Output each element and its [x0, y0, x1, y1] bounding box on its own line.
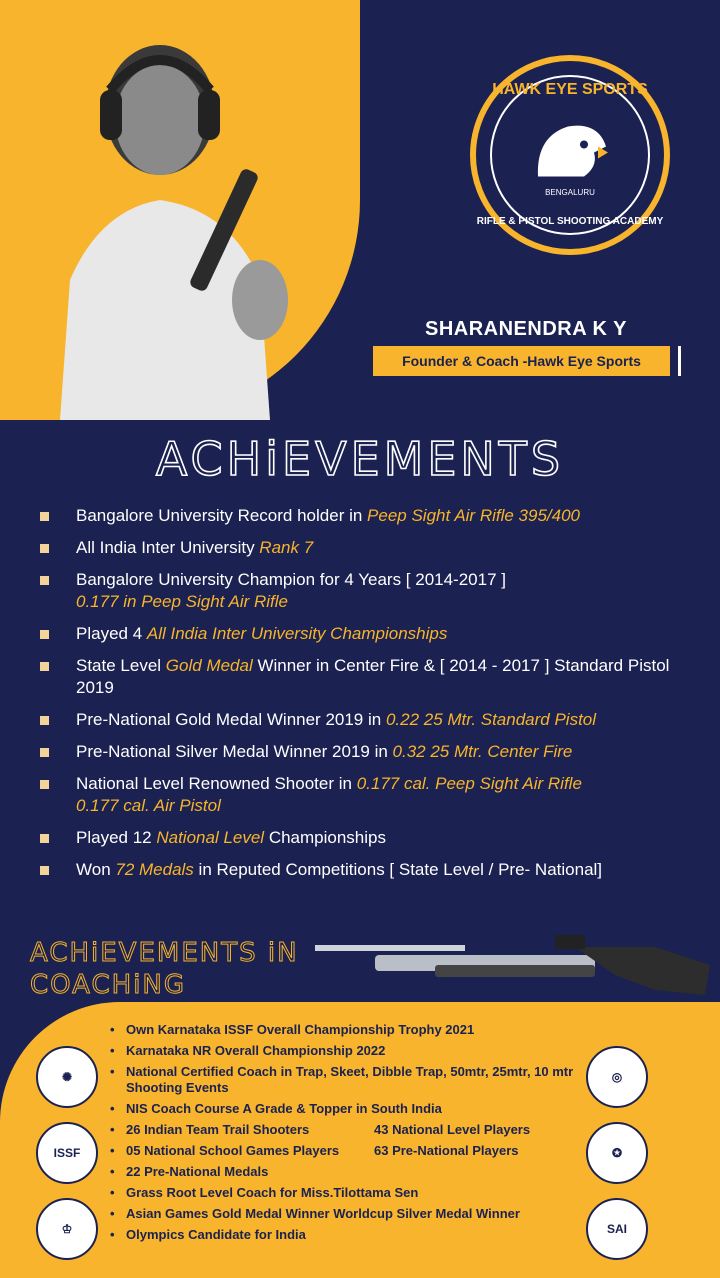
achievement-item	[40, 623, 700, 645]
coaching-item: • 22 Pre-National Medals	[110, 1164, 580, 1180]
achievement-text: National Level Renowned Shooter in	[76, 774, 357, 793]
achievement-subline: 0.177 cal. Air Pistol	[76, 796, 221, 815]
coach-photo	[20, 20, 340, 420]
achievement-item	[40, 569, 700, 613]
achievement-text: Won	[76, 860, 116, 879]
achievement-text: Pre-National Gold Medal Winner 2019 in	[76, 710, 386, 729]
coaching-pair-right: 63 Pre-National Players	[374, 1143, 519, 1158]
coach-role: Founder & Coach -Hawk Eye Sports	[373, 346, 670, 376]
achievement-item	[40, 655, 700, 699]
achievement-item	[40, 827, 700, 849]
eagle-icon	[528, 117, 612, 187]
logo-subtitle: RIFLE & PISTOL SHOOTING ACADEMY	[476, 216, 664, 227]
bullet-icon	[40, 834, 49, 843]
coaching-item: • Asian Games Gold Medal Winner Worldcup Silver Medal Winner	[110, 1206, 580, 1222]
rifle-icon	[315, 925, 715, 1010]
coaching-item: • Grass Root Level Coach for Miss.Tilottama Sen	[110, 1185, 580, 1201]
coaching-pair-right: 43 National Level Players	[374, 1122, 531, 1137]
issf-badge: ISSF	[36, 1122, 98, 1184]
achievement-text: Played 12	[76, 828, 157, 847]
achievement-text: Winner in Center Fire & [ 2014 - 2017 ] Standard Pistol 2019	[76, 656, 670, 697]
coaching-heading-line-1: ACHiEVEMENTS iN	[30, 938, 299, 968]
achievement-item	[40, 773, 700, 817]
role-divider	[678, 346, 681, 376]
bullet-icon	[40, 576, 49, 585]
achievement-highlight: 0.32 25 Mtr. Center Fire	[392, 742, 573, 761]
bullet-icon	[40, 716, 49, 725]
coaching-item: • National Certified Coach in Trap, Skeet, Dibble Trap, 50mtr, 25mtr, 10 mtr Shooting Events	[110, 1064, 580, 1096]
hawk-eye-logo	[470, 55, 670, 255]
achievement-text: Bangalore University Record holder in	[76, 506, 368, 525]
coaching-list	[110, 1022, 580, 1248]
police-emblem-icon: ♔	[36, 1198, 98, 1260]
achievement-text: Played 4	[76, 624, 147, 643]
coaching-item: • Karnataka NR Overall Championship 2022	[110, 1043, 580, 1059]
bullet-icon	[40, 544, 49, 553]
achievement-text: State Level	[76, 656, 166, 675]
achievements-list	[40, 505, 700, 891]
karnataka-emblem-icon: ✺	[36, 1046, 98, 1108]
achievement-item	[40, 859, 700, 881]
bullet-icon	[40, 662, 49, 671]
achievement-highlight: National Level	[156, 828, 265, 847]
bullet-icon	[40, 512, 49, 521]
coaching-pair-left: • 05 National School Games Players	[126, 1143, 340, 1158]
achievement-text: Championships	[264, 828, 386, 847]
achievement-text: Bangalore University Champion for 4 Years [ 2014-2017 ]	[76, 570, 506, 589]
bullet-icon	[40, 748, 49, 757]
sai-badge: SAI	[586, 1198, 648, 1260]
achievement-highlight: 72 Medals	[115, 860, 194, 879]
coaching-pair-left: • 26 Indian Team Trail Shooters	[126, 1122, 310, 1137]
coaching-item: • NIS Coach Course A Grade & Topper in South India	[110, 1101, 580, 1117]
coaching-heading	[30, 937, 299, 1001]
coaching-item-pair	[110, 1143, 580, 1159]
kerala-rifle-association-icon: ✪	[586, 1122, 648, 1184]
coaching-heading-line-2: COACHiNG	[30, 970, 187, 1000]
achievement-highlight: All India Inter University Championships	[146, 624, 448, 643]
achievement-highlight: Gold Medal	[165, 656, 253, 675]
achievement-highlight: 0.22 25 Mtr. Standard Pistol	[385, 710, 597, 729]
achievements-heading: ACHiEVEMENTS	[155, 432, 565, 486]
coaching-item: • Own Karnataka ISSF Overall Championship Trophy 2021	[110, 1022, 580, 1038]
bullet-icon	[40, 630, 49, 639]
achievement-item	[40, 741, 700, 763]
logo-city: BENGALURU	[545, 188, 595, 197]
logo-title: HAWK EYE SPORTS	[492, 81, 648, 98]
achievement-highlight: 0.177 cal. Peep Sight Air Rifle	[356, 774, 582, 793]
coaching-item-pair	[110, 1122, 580, 1138]
achievement-item	[40, 537, 700, 559]
coach-name: SHARANENDRA K Y	[425, 318, 627, 340]
achievement-item	[40, 505, 700, 527]
nrai-emblem-icon: ◎	[586, 1046, 648, 1108]
bullet-icon	[40, 866, 49, 875]
coaching-item: • Olympics Candidate for India	[110, 1227, 580, 1243]
bullet-icon	[40, 780, 49, 789]
achievement-highlight: Peep Sight Air Rifle 395/400	[367, 506, 580, 525]
achievement-item	[40, 709, 700, 731]
achievement-text: in Reputed Competitions [ State Level / Pre- National]	[193, 860, 603, 879]
achievement-text: All India Inter University	[76, 538, 260, 557]
achievement-subline: 0.177 in Peep Sight Air Rifle	[76, 592, 288, 611]
achievement-text: Pre-National Silver Medal Winner 2019 in	[76, 742, 393, 761]
achievement-highlight: Rank 7	[259, 538, 314, 557]
